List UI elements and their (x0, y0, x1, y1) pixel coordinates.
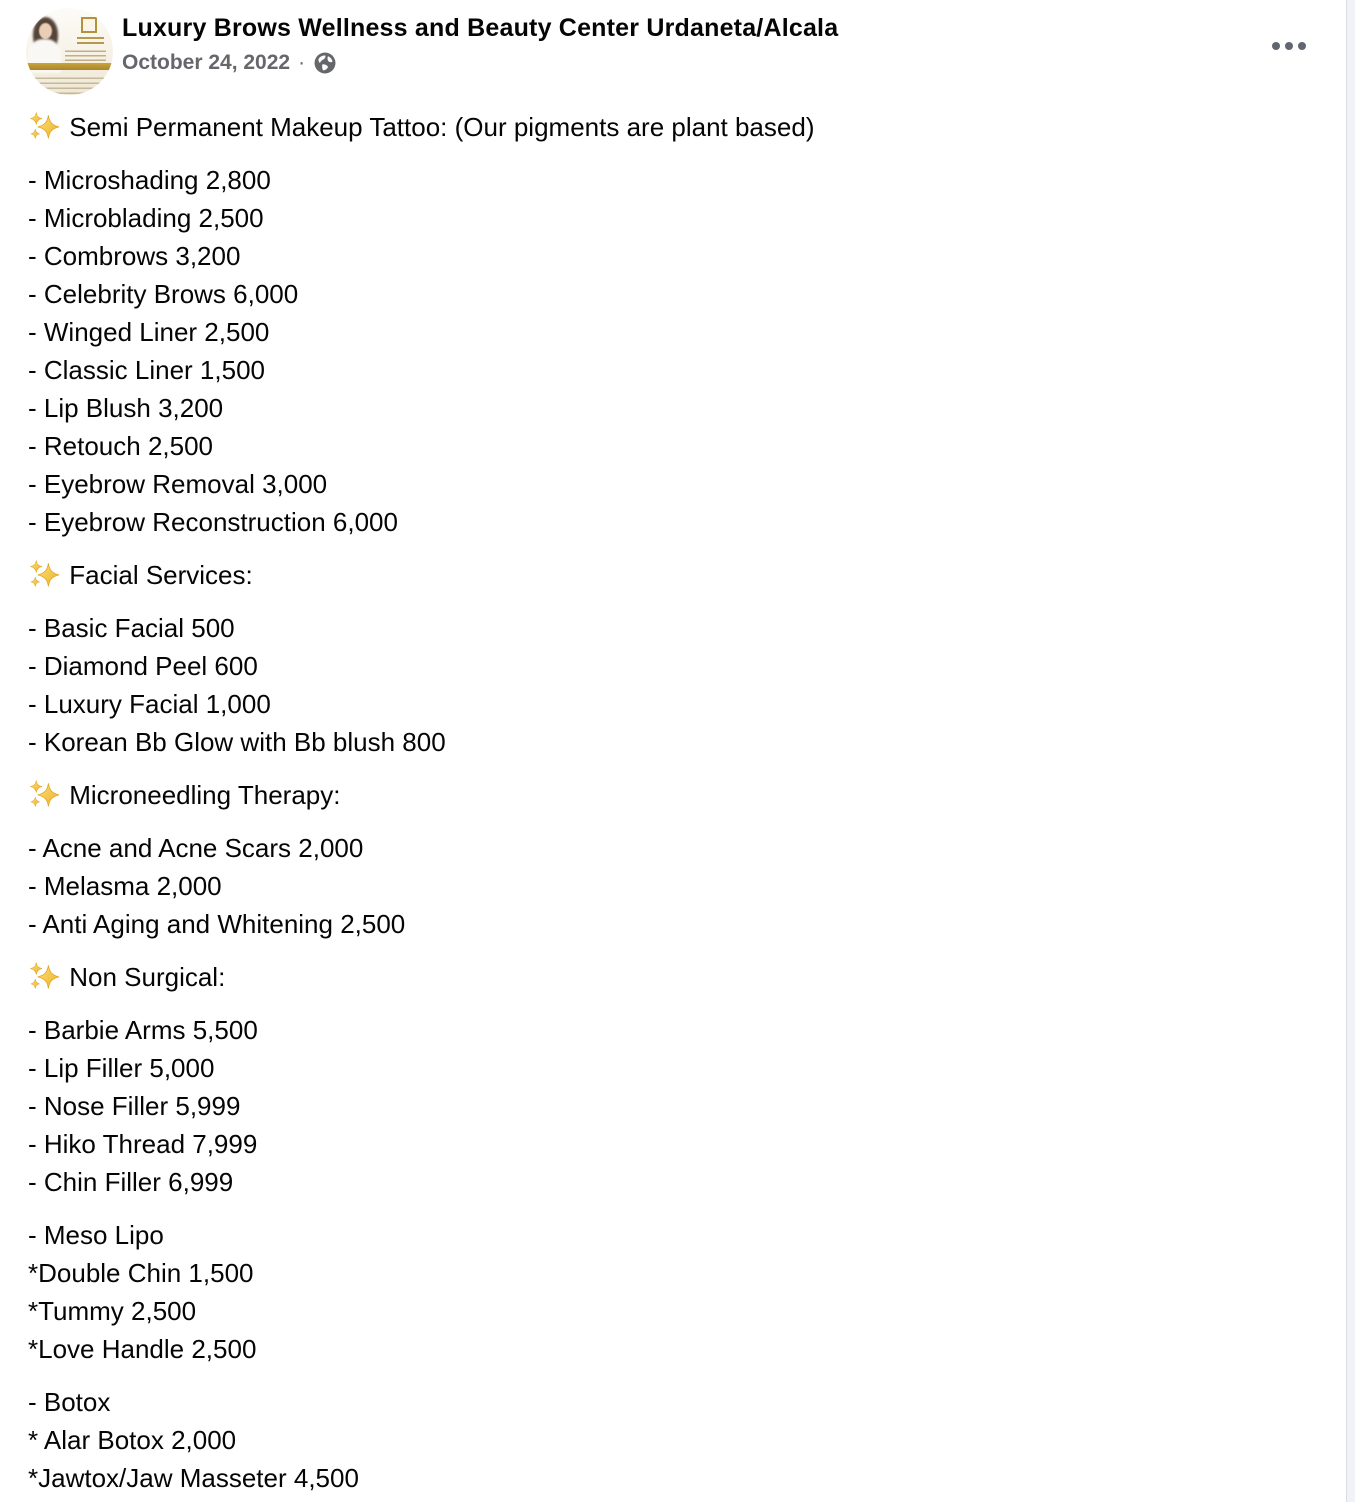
avatar-art-logo (81, 17, 97, 33)
section-header-text: Microneedling Therapy: (69, 780, 341, 810)
post-header (0, 0, 1346, 102)
service-price-line: - Classic Liner 1,500 (28, 355, 265, 385)
service-price-line: - Korean Bb Glow with Bb blush 800 (28, 727, 446, 757)
sparkles-icon (28, 778, 61, 811)
service-price-line: - Barbie Arms 5,500 (28, 1015, 258, 1045)
page-name-link[interactable]: Luxury Brows Wellness and Beauty Center Urdaneta/Alcala (122, 14, 839, 42)
section-header-text: Non Surgical: (69, 962, 226, 992)
post-timestamp[interactable]: October 24, 2022 (122, 51, 291, 74)
service-price-line: - Microblading 2,500 (28, 203, 264, 233)
service-price-line: - Combrows 3,200 (28, 241, 241, 271)
service-price-line: - Lip Filler 5,000 (28, 1053, 215, 1083)
sparkles-icon (28, 558, 61, 591)
service-price-line: - Acne and Acne Scars 2,000 (28, 833, 364, 863)
service-price-line: - Luxury Facial 1,000 (28, 689, 271, 719)
post-options-button[interactable] (1266, 24, 1312, 68)
page-avatar[interactable] (26, 8, 113, 95)
avatar-art-gold-band (26, 63, 113, 70)
service-price-line: - Hiko Thread 7,999 (28, 1129, 258, 1159)
avatar-art-face (39, 23, 52, 39)
service-price-line: - Celebrity Brows 6,000 (28, 279, 299, 309)
service-price-line: - Microshading 2,800 (28, 165, 271, 195)
service-price-line: *Double Chin 1,500 (28, 1258, 254, 1288)
service-price-line: * Alar Botox 2,000 (28, 1425, 237, 1455)
avatar-art-pricelist (34, 75, 105, 94)
service-price-line: *Jawtox/Jaw Masseter 4,500 (28, 1463, 359, 1493)
service-price-line: - Basic Facial 500 (28, 613, 235, 643)
post-paragraph (28, 161, 1318, 541)
service-price-line: - Retouch 2,500 (28, 431, 214, 461)
post-section-header (28, 108, 1318, 146)
post-paragraph (28, 1383, 1318, 1497)
service-price-line: - Diamond Peel 600 (28, 651, 258, 681)
service-price-line: - Eyebrow Reconstruction 6,000 (28, 507, 398, 537)
dot-separator: · (298, 51, 306, 74)
post-meta-row (122, 49, 838, 76)
service-price-line: *Tummy 2,500 (28, 1296, 197, 1326)
sparkles-icon (28, 960, 61, 993)
service-price-line: - Winged Liner 2,500 (28, 317, 270, 347)
service-price-line: - Botox (28, 1387, 111, 1417)
post-paragraph (28, 1216, 1318, 1368)
post-header-text (122, 13, 838, 76)
section-header-text: Facial Services: (69, 560, 253, 590)
post-section-header (28, 776, 1318, 814)
post-text (0, 102, 1346, 1497)
avatar-art-logo-text (77, 35, 104, 44)
ellipsis-icon (1272, 42, 1306, 50)
post-paragraph (28, 829, 1318, 943)
post-section-header (28, 958, 1318, 996)
service-price-line: - Lip Blush 3,200 (28, 393, 224, 423)
avatar-art-text-lines (65, 49, 106, 61)
post-section-header (28, 556, 1318, 594)
service-price-line: - Eyebrow Removal 3,000 (28, 469, 328, 499)
section-header-text: Semi Permanent Makeup Tattoo: (Our pigments are plant based) (69, 112, 815, 142)
service-price-line: - Nose Filler 5,999 (28, 1091, 241, 1121)
service-price-line: - Chin Filler 6,999 (28, 1167, 234, 1197)
globe-icon (313, 51, 337, 75)
post-paragraph (28, 609, 1318, 761)
service-price-line: - Anti Aging and Whitening 2,500 (28, 909, 406, 939)
service-price-line: *Love Handle 2,500 (28, 1334, 257, 1364)
sparkles-icon (28, 110, 61, 143)
service-price-line: - Meso Lipo (28, 1220, 164, 1250)
service-price-line: - Melasma 2,000 (28, 871, 222, 901)
post-paragraph (28, 1011, 1318, 1201)
